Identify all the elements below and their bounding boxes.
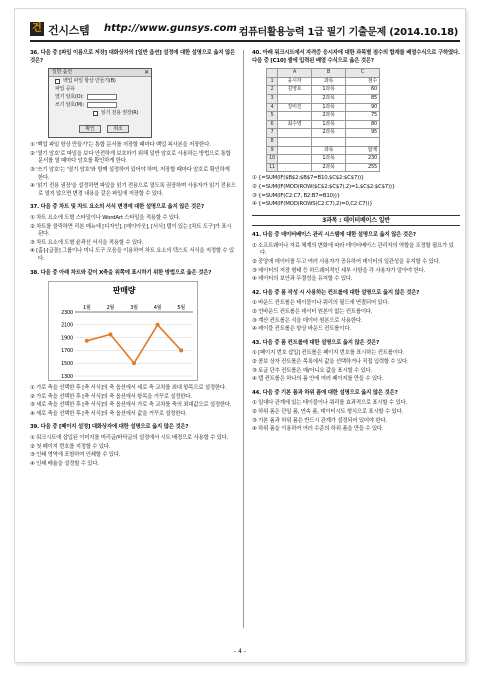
column-header: C: [345, 69, 379, 78]
backup-row: [49, 77, 151, 85]
exam-title: 컴퓨터활용능력 1급 필기 기출문제 (2014.10.18): [238, 27, 458, 38]
question-title: 37. 다음 중 차트 및 차트 요소의 서식 변경에 대한 설명으로 옳지 않은 것은?: [30, 204, 204, 211]
x-tick-label: 2월: [106, 305, 115, 312]
option-4: ④ '읽기 전용 권장'을 설정하면 파일을 읽기 전용으로 열도록 권장하며 사용자가 읽기 전용으로 열지 않으면 변경 내용을 같은 파일에 저장할 수 있다.: [30, 183, 236, 197]
sheet-row: [267, 103, 380, 112]
sheet-cell[interactable]: 최수영: [277, 120, 311, 129]
sheet-row: [267, 137, 380, 146]
sheet-cell[interactable]: 김영호: [277, 86, 311, 95]
write-password-row: [49, 101, 151, 109]
option-4: ④ 데이터의 보안과 무결성을 유지할 수 있다.: [252, 276, 353, 283]
sheet-row: [267, 146, 380, 155]
question-41: [252, 232, 460, 284]
sheet-row: [267, 94, 380, 103]
y-tick-label: 1300: [61, 373, 73, 380]
option-3: ③ 계산 컨트롤은 식을 데이터 원본으로 사용한다.: [252, 317, 363, 324]
option-3: ③ 기본 폼과 하위 폼은 반드시 관계가 설정되어 있어야 한다.: [252, 417, 387, 424]
dialog-buttons: [79, 125, 129, 133]
option-4: ④ [홈]-[글꼴] 그룹이나 미니 도구 모음을 이용하여 차트 요소의 텍스트 서식을 지정할 수 있다.: [30, 248, 234, 262]
option-1: ① {=SUM(IF($B$2:$B$7=B10,$C$2:$C$7))}: [252, 175, 365, 182]
option-2: ② 가로 축을 선택한 후 [축 서식]의 축 옵션에서 항목을 거꾸로 설정한다.: [30, 393, 192, 400]
row-header: 4: [267, 103, 278, 112]
sheet-column-headers: [267, 69, 380, 78]
dialog-title-bar: 일반 옵션: [49, 69, 151, 77]
x-tick-label: 5월: [177, 305, 186, 312]
row-header: 11: [267, 163, 278, 172]
question-44: [252, 390, 460, 434]
left-column: [30, 50, 236, 474]
option-4: ④ 세로 축을 선택한 후 [축 서식]의 축 옵션에서 값을 거꾸로 설정한다.: [30, 410, 187, 417]
sheet-cell[interactable]: 2과목: [311, 112, 345, 121]
sheet-cell[interactable]: [277, 137, 311, 146]
question-43: [252, 340, 460, 384]
open-password-label: 열기 암호(O):: [55, 93, 84, 100]
sheet-cell[interactable]: 255: [345, 163, 379, 172]
readonly-label: 읽기 전용 권장(R): [101, 109, 139, 116]
option-3: ③ 토글 단추 컨트롤은 예/아니요 값을 표시할 수 있다.: [252, 367, 373, 374]
chart-title: 판매량: [112, 286, 136, 296]
sheet-cell[interactable]: 2과목: [311, 163, 345, 172]
question-title: 39. 다음 중 [페이지 설정] 대화상자에 대한 설명으로 옳지 않은 것은?: [30, 424, 189, 431]
y-tick-label: 1500: [61, 361, 73, 368]
option-1: ① [페이지 번호 삽입] 컨트롤은 페이지 번호를 표시하는 컨트롤이다.: [252, 350, 405, 357]
general-options-dialog: [48, 68, 152, 138]
site-link[interactable]: http://www.gunsys.com: [104, 23, 237, 34]
option-3: ③ 데이터의 저장 형태 등 하드웨어적인 세부 사항을 각 사용자가 알아야 한다.: [252, 267, 426, 274]
option-4: ④ 탭 컨트롤은 하나의 폼 안에 여러 페이지를 만들 수 있다.: [252, 376, 384, 383]
sheet-cell[interactable]: 과목: [311, 77, 345, 86]
sheet-cell[interactable]: 과목: [311, 146, 345, 155]
worksheet: [266, 68, 380, 172]
sheet-row: [267, 163, 380, 172]
row-header: 6: [267, 120, 278, 129]
y-tick-label: 2100: [61, 322, 73, 329]
option-1: ① 차트 요소에 도형 스타일이나 WordArt 스타일을 적용할 수 있다.: [30, 214, 181, 221]
question-39: [30, 424, 236, 468]
x-tick-label: 3월: [130, 305, 138, 312]
question-38: [30, 270, 236, 419]
option-4: ④ 레이블 컨트롤은 항상 바운드 컨트롤이다.: [252, 326, 351, 333]
open-password-row: [49, 93, 151, 101]
page-header: [30, 22, 460, 42]
brand-name: 건시스템: [48, 24, 90, 37]
readonly-row: [49, 109, 151, 117]
column-header: B: [311, 69, 345, 78]
row-header: 10: [267, 155, 278, 164]
sheet-cell[interactable]: 1과목: [311, 103, 345, 112]
option-1: ① 워크시트에 삽입된 이미지를 머리글/바닥글의 설정에서 시트 배경으로 사용할 수 있다.: [30, 435, 229, 442]
sheet-row: [267, 77, 380, 86]
data-point: [132, 361, 136, 365]
row-header: 5: [267, 112, 278, 121]
option-4: ④ 인쇄 배율을 설정할 수 있다.: [30, 460, 99, 467]
column-divider: [243, 50, 244, 628]
sheet-cell[interactable]: [277, 94, 311, 103]
option-1: ① 일대다 관계에 있는 테이블이나 쿼리를 효과적으로 표시할 수 있다.: [252, 400, 407, 407]
sheet-cell[interactable]: 강미진: [277, 103, 311, 112]
section-heading: 3과목 : 데이터베이스 일반: [252, 215, 460, 227]
sheet-cell[interactable]: 60: [345, 86, 379, 95]
row-header: 3: [267, 94, 278, 103]
sheet-cell[interactable]: 응시자: [277, 77, 311, 86]
sheet-cell[interactable]: 90: [345, 103, 379, 112]
cancel-button[interactable]: 취소: [107, 125, 129, 133]
option-2: ② '열기 암호'로 파일을 보다 안전하게 보호하기 위해 일반 암호로 사용하는 방법으로 통합 문서를 열 때마다 암호를 확인하게 한다.: [30, 150, 231, 165]
row-header: 7: [267, 129, 278, 138]
question-37: [30, 204, 236, 263]
ok-button[interactable]: 확인: [79, 125, 101, 133]
option-3: ③ 차트 요소에 도형 윤곽선 서식을 적용할 수 있다.: [30, 239, 144, 246]
question-title: 44. 다음 중 기본 폼과 하위 폼에 대한 설명으로 옳지 않은 것은?: [252, 389, 398, 396]
sheet-cell[interactable]: [277, 155, 311, 164]
option-2: ② 차트를 클릭하면 리본 메뉴에 [디자인], [레이아웃], [서식] 탭이 있는 [차트 도구]가 표시된다.: [30, 223, 232, 238]
sheet-cell[interactable]: 85: [345, 94, 379, 103]
option-3: ③ {=SUM(IF(C2:C7, B2:B7=B10))}: [252, 192, 340, 199]
question-title: 38. 다음 중 아래 차트와 같이 X축을 위쪽에 표시하기 위한 방법으로 옳은 것은?: [30, 269, 212, 276]
backup-label: 백업 파일 항상 만들기(B): [63, 77, 116, 84]
y-tick-label: 2300: [61, 309, 73, 316]
option-2: ② 언바운드 컨트롤은 데이터 원본이 없는 컨트롤이다.: [252, 309, 373, 316]
write-password-label: 쓰기 암호(M):: [55, 101, 85, 108]
option-2: ② 콤보 상자 컨트롤은 목록에서 값을 선택하거나 직접 입력할 수 있다.: [252, 359, 409, 365]
data-point: [108, 332, 112, 336]
option-1: ① 가로 축을 선택한 후 [축 서식]의 축 옵션에서 세로 축 교차를 최대 항목으로 설정한다.: [30, 385, 227, 392]
sheet-cell[interactable]: 230: [345, 155, 379, 164]
option-2: ② 첫 페이지 번호를 지정할 수 있다.: [30, 443, 111, 450]
sheet-cell[interactable]: [311, 137, 345, 146]
sheet-row: [267, 155, 380, 164]
row-header: 1: [267, 77, 278, 86]
sheet-cell[interactable]: 75: [345, 112, 379, 121]
page-number: - 4 -: [234, 648, 246, 655]
question-title: 36. 다음 중 [파일 이름으로 저장] 대화상자의 [일반 옵션] 설정에 대한 설명으로 옳지 않은 것은?: [30, 50, 236, 64]
option-1: ① 소프트웨어나 자료 체계의 변화에 따라 데이터베이스 관리자의 역할을 조정할 필요가 있다.: [252, 242, 454, 257]
question-title: 43. 다음 중 폼 컨트롤에 대한 설명으로 옳지 않은 것은?: [252, 339, 380, 346]
y-tick-label: 1700: [61, 348, 73, 355]
question-36: [30, 50, 236, 198]
exam-page: [14, 8, 470, 668]
option-1: ① '백업 파일 항상 만들기'는 통합 문서를 저장할 때마다 백업 복사본을 저장한다.: [30, 142, 211, 149]
sheet-cell[interactable]: 1과목: [311, 155, 345, 164]
sheet-row: [267, 129, 380, 138]
option-3: ③ 세로 축을 선택한 후 [축 서식]의 축 옵션에서 가로 축 교차를 축의 최대값으로 설정한다.: [30, 402, 232, 409]
readonly-checkbox[interactable]: [93, 111, 98, 116]
row-header: 8: [267, 137, 278, 146]
sheet-cell[interactable]: [277, 146, 311, 155]
question-title: 42. 다음 중 폼 작성 시 사용하는 컨트롤에 대한 설명으로 옳지 않은 것은?: [252, 289, 420, 296]
x-tick-label: 1월: [82, 305, 91, 312]
question-40: [252, 50, 460, 209]
sheet-cell[interactable]: 2과목: [311, 94, 345, 103]
sheet-cell[interactable]: 1과목: [311, 120, 345, 129]
chart-svg: [49, 282, 199, 382]
sales-line-chart: [48, 281, 198, 381]
sheet-cell[interactable]: 95: [345, 129, 379, 138]
sheet-row: [267, 112, 380, 121]
right-column: [252, 50, 460, 440]
question-title: 40. 아래 워크시트에서 자격증 응시자에 대한 과목별 점수의 합계를 배열수식으로 구하였다. 다음 중 [C10] 셀에 입력된 배열 수식으로 옳은 것은?: [252, 50, 460, 64]
sheet-cell[interactable]: [277, 112, 311, 121]
column-header: A: [277, 69, 311, 78]
question-title: 41. 다음 중 데이터베이스 관리 시스템에 대한 설명으로 옳지 않은 것은?: [252, 232, 416, 239]
sheet-cell[interactable]: [277, 129, 311, 138]
option-3: ③ '쓰기 암호'는 '열기 암호'와 함께 설정하여 있어야 하며, 저장할 때마다 암호로 확인하게 한다.: [30, 166, 230, 181]
option-2: ② {=SUM(IF(MOD(ROW($C$2:$C$7),2)=1,$C$2:$C$7))}: [252, 183, 396, 190]
close-icon[interactable]: ✕: [144, 69, 149, 77]
option-1: ① 바운드 컨트롤은 테이블이나 쿼리의 필드에 연결되어 있다.: [252, 300, 389, 307]
y-tick-label: 1900: [61, 335, 73, 342]
data-point: [156, 323, 160, 327]
x-tick-label: 4월: [153, 305, 162, 312]
open-password-field[interactable]: [87, 94, 117, 100]
option-2: ② 하위 폼은 단일 폼, 연속 폼, 데이터시트 형식으로 표시할 수 있다.: [252, 408, 404, 415]
logo-icon: 건: [30, 22, 44, 36]
sheet-row: [267, 86, 380, 95]
sheet-cell[interactable]: 80: [345, 120, 379, 129]
write-password-field[interactable]: [87, 102, 117, 108]
sheet-row: [267, 120, 380, 129]
sales-series-line: [87, 325, 181, 363]
corner-cell: [267, 69, 278, 78]
sheet-cell[interactable]: 점수: [345, 77, 379, 86]
data-point: [85, 339, 89, 343]
row-header: 9: [267, 146, 278, 155]
sheet-cell[interactable]: 1과목: [311, 86, 345, 95]
sheet-cell[interactable]: 2과목: [311, 129, 345, 138]
row-header: 2: [267, 86, 278, 95]
backup-checkbox[interactable]: [55, 79, 60, 84]
option-4: ④ {=SUM(IF(MOD(ROWS(C2:C7),2)=0,C2:C7))}: [252, 201, 373, 208]
sheet-cell[interactable]: [277, 163, 311, 172]
sharing-group-label: 파일 공유: [55, 85, 75, 92]
option-4: ④ 하위 폼을 이용하여 여러 수준의 하위 폼을 만들 수 있다.: [252, 426, 384, 433]
sheet-cell[interactable]: [345, 137, 379, 146]
question-42: [252, 290, 460, 334]
sheet-cell[interactable]: 합계: [345, 146, 379, 155]
option-2: ② 중앙에 데이터를 두고 여러 사용자가 공유하여 데이터의 일관성을 유지할 수 있다.: [252, 259, 441, 266]
data-point: [179, 348, 183, 352]
option-3: ③ 인쇄 영역에 포함하여 인쇄할 수 있다.: [30, 452, 121, 459]
